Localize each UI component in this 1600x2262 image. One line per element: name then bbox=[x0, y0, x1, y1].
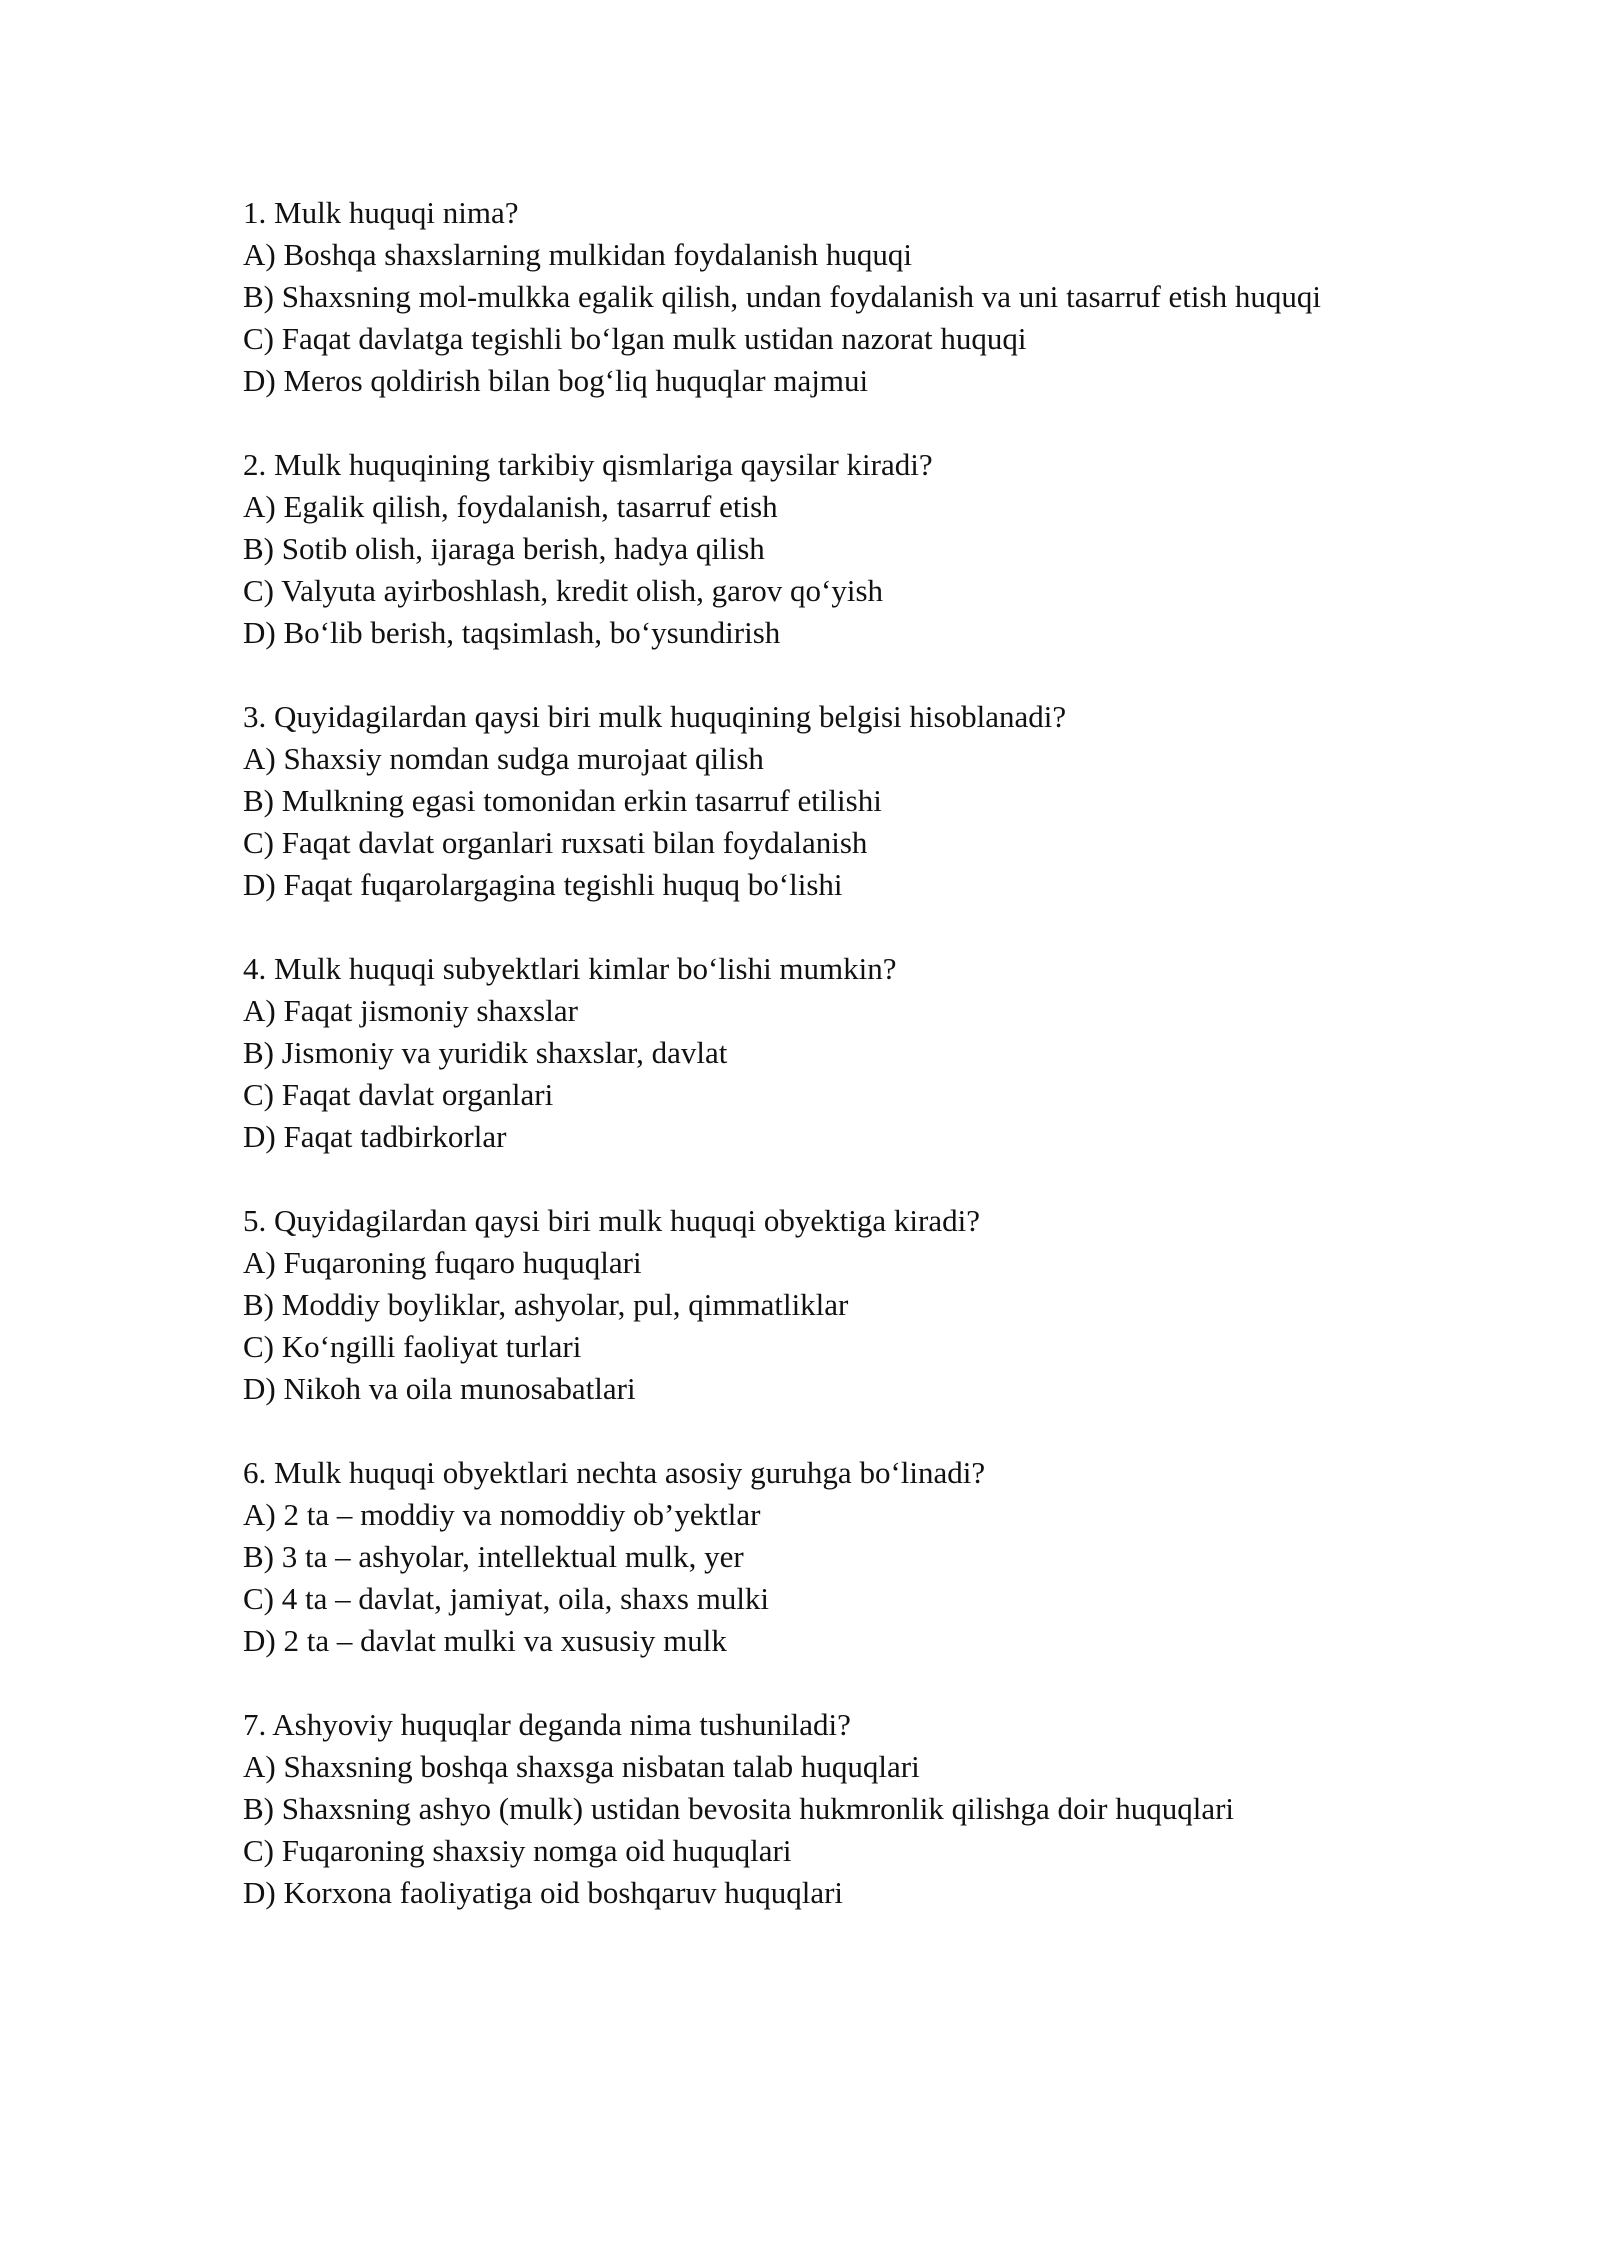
option-d: D) Bo‘lib berish, taqsimlash, bo‘ysundirish bbox=[243, 615, 781, 650]
question-text: 5. Quyidagilardan qaysi biri mulk huquqi obyektiga kiradi? bbox=[243, 1203, 980, 1238]
option-d: D) Meros qoldirish bilan bog‘liq huquqlar majmui bbox=[243, 363, 869, 398]
question-5 bbox=[243, 1200, 1365, 1410]
option-d: D) Nikoh va oila munosabatlari bbox=[243, 1371, 636, 1406]
option-d: D) 2 ta – davlat mulki va xususiy mulk bbox=[243, 1623, 727, 1658]
question-text: 2. Mulk huquqining tarkibiy qismlariga qaysilar kiradi? bbox=[243, 447, 933, 482]
option-c: C) 4 ta – davlat, jamiyat, oila, shaxs mulki bbox=[243, 1581, 770, 1616]
option-a: A) Faqat jismoniy shaxslar bbox=[243, 993, 578, 1028]
option-b: B) Shaxsning mol-mulkka egalik qilish, undan foydalanish va uni tasarruf etish huquqi bbox=[243, 279, 1321, 314]
option-a: A) Shaxsning boshqa shaxsga nisbatan talab huquqlari bbox=[243, 1749, 920, 1784]
option-c: C) Faqat davlat organlari ruxsati bilan foydalanish bbox=[243, 825, 868, 860]
option-d: D) Korxona faoliyatiga oid boshqaruv huquqlari bbox=[243, 1875, 844, 1910]
document-page bbox=[243, 192, 1365, 1956]
option-b: B) Mulkning egasi tomonidan erkin tasarruf etilishi bbox=[243, 783, 882, 818]
option-c: C) Valyuta ayirboshlash, kredit olish, garov qo‘yish bbox=[243, 573, 884, 608]
question-7 bbox=[243, 1704, 1365, 1914]
option-c: C) Faqat davlatga tegishli bo‘lgan mulk ustidan nazorat huquqi bbox=[243, 321, 1027, 356]
option-c: C) Faqat davlat organlari bbox=[243, 1077, 554, 1112]
option-d: D) Faqat tadbirkorlar bbox=[243, 1119, 507, 1154]
option-b: B) Shaxsning ashyo (mulk) ustidan bevosita hukmronlik qilishga doir huquqlari bbox=[243, 1791, 1235, 1826]
question-3 bbox=[243, 696, 1365, 906]
question-text: 4. Mulk huquqi subyektlari kimlar bo‘lishi mumkin? bbox=[243, 951, 897, 986]
option-d: D) Faqat fuqarolargagina tegishli huquq bo‘lishi bbox=[243, 867, 843, 902]
question-text: 3. Quyidagilardan qaysi biri mulk huquqining belgisi hisoblanadi? bbox=[243, 699, 1067, 734]
question-text: 1. Mulk huquqi nima? bbox=[243, 195, 519, 230]
option-b: B) 3 ta – ashyolar, intellektual mulk, yer bbox=[243, 1539, 744, 1574]
option-a: A) Shaxsiy nomdan sudga murojaat qilish bbox=[243, 741, 764, 776]
option-b: B) Sotib olish, ijaraga berish, hadya qilish bbox=[243, 531, 765, 566]
option-a: A) Boshqa shaxslarning mulkidan foydalanish huquqi bbox=[243, 237, 912, 272]
question-text: 7. Ashyoviy huquqlar deganda nima tushuniladi? bbox=[243, 1707, 851, 1742]
option-a: A) Egalik qilish, foydalanish, tasarruf etish bbox=[243, 489, 778, 524]
option-a: A) Fuqaroning fuqaro huquqlari bbox=[243, 1245, 642, 1280]
question-6 bbox=[243, 1452, 1365, 1662]
question-2 bbox=[243, 444, 1365, 654]
option-c: C) Ko‘ngilli faoliyat turlari bbox=[243, 1329, 582, 1364]
option-a: A) 2 ta – moddiy va nomoddiy ob’yektlar bbox=[243, 1497, 761, 1532]
question-1 bbox=[243, 192, 1365, 402]
question-text: 6. Mulk huquqi obyektlari nechta asosiy guruhga bo‘linadi? bbox=[243, 1455, 986, 1490]
option-c: C) Fuqaroning shaxsiy nomga oid huquqlari bbox=[243, 1833, 792, 1868]
option-b: B) Jismoniy va yuridik shaxslar, davlat bbox=[243, 1035, 728, 1070]
question-4 bbox=[243, 948, 1365, 1158]
option-b: B) Moddiy boyliklar, ashyolar, pul, qimmatliklar bbox=[243, 1287, 849, 1322]
